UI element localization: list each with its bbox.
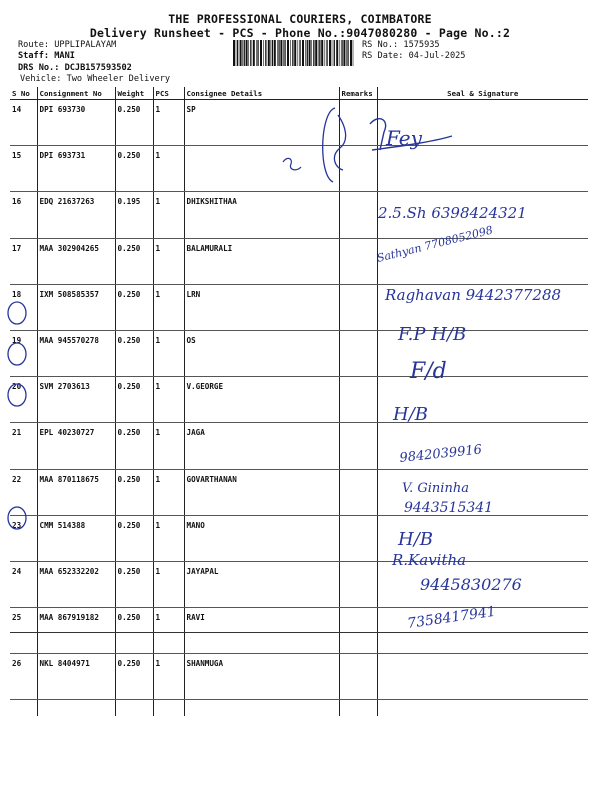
cell-consignee: LRN [184, 284, 339, 330]
barcode [232, 40, 356, 66]
cell-consignee: MANO [184, 515, 339, 561]
barcode-bar [319, 40, 320, 66]
cell-consignee: DHIKSHITHAA [184, 192, 339, 238]
cell-pcs: 1 [153, 469, 184, 515]
route-label: Route: UPPLIPALAYAM [18, 40, 117, 50]
col-header-pcs: PCS [153, 87, 184, 100]
barcode-bar [336, 40, 338, 66]
cell-consignment: MAA 302904265 [37, 238, 115, 284]
cell-consignment: MAA 652332202 [37, 561, 115, 607]
barcode-bar [341, 40, 342, 66]
barcode-bar [311, 40, 312, 66]
barcode-bar [353, 40, 354, 66]
cell-pcs: 1 [153, 515, 184, 561]
cell-sno: 16 [10, 192, 37, 238]
table-row [10, 469, 588, 515]
barcode-bar [242, 40, 243, 66]
filler-cell [339, 700, 377, 717]
barcode-bar [305, 40, 306, 66]
sign-25: R.Kavitha [392, 551, 467, 569]
cell-signature [377, 654, 588, 700]
barcode-bar [315, 40, 317, 66]
barcode-bar [290, 40, 291, 66]
cell-consignment: MAA 945570278 [37, 330, 115, 376]
cell-sno: 21 [10, 423, 37, 469]
cell-remarks [339, 330, 377, 376]
barcode-bar [248, 40, 249, 66]
barcode-bar [283, 40, 284, 66]
cell-consignment: MAA 867919182 [37, 608, 115, 654]
cell-pcs: 1 [153, 238, 184, 284]
cell-pcs: 1 [153, 192, 184, 238]
cell-consignee: BALAMURALI [184, 238, 339, 284]
cell-consignee: GOVARTHANAN [184, 469, 339, 515]
sign-25-phone: 9445830276 [420, 575, 522, 594]
barcode-bar [236, 40, 237, 66]
barcode-bar [284, 40, 285, 66]
drs-label: DRS No.: DCJB157593502 [18, 63, 132, 73]
barcode-bar [294, 40, 296, 66]
cell-consignee: OS [184, 330, 339, 376]
table-bottom-rule [10, 632, 588, 633]
cell-remarks [339, 192, 377, 238]
table-row [10, 330, 588, 376]
cell-sno: 18 [10, 284, 37, 330]
cell-weight: 0.250 [115, 515, 153, 561]
table-row [10, 192, 588, 238]
table-row [10, 654, 588, 700]
cell-sno: 25 [10, 608, 37, 654]
cell-consignment: NKL 8404971 [37, 654, 115, 700]
cell-sno: 17 [10, 238, 37, 284]
cell-consignment: EDQ 21637263 [37, 192, 115, 238]
barcode-bar [237, 40, 238, 66]
cell-pcs: 1 [153, 377, 184, 423]
sign-26: 7358417941 [406, 603, 497, 632]
cell-pcs: 1 [153, 654, 184, 700]
filler-cell [10, 700, 37, 717]
cell-remarks [339, 561, 377, 607]
sign-24: H/B [398, 529, 433, 550]
table-row [10, 146, 588, 192]
cell-remarks [339, 515, 377, 561]
cell-signature [377, 146, 588, 192]
cell-weight: 0.250 [115, 330, 153, 376]
cell-signature [377, 192, 588, 238]
cell-sno: 19 [10, 330, 37, 376]
cell-weight: 0.250 [115, 100, 153, 146]
cell-pcs: 1 [153, 423, 184, 469]
barcode-bar [313, 40, 314, 66]
barcode-bar [325, 40, 326, 66]
cell-weight: 0.195 [115, 192, 153, 238]
barcode-bar [299, 40, 300, 66]
cell-consignment: MAA 870118675 [37, 469, 115, 515]
barcode-bar [274, 40, 276, 66]
cell-weight: 0.250 [115, 608, 153, 654]
cell-pcs: 1 [153, 284, 184, 330]
cell-sno: 22 [10, 469, 37, 515]
table-row [10, 608, 588, 654]
barcode-bar [260, 40, 262, 66]
cell-weight: 0.250 [115, 423, 153, 469]
cell-consignment: CMM 514388 [37, 515, 115, 561]
barcode-bar [268, 40, 270, 66]
cell-remarks [339, 423, 377, 469]
barcode-bar [329, 40, 331, 66]
barcode-bar [340, 40, 341, 66]
cell-consignee [184, 146, 339, 192]
cell-weight: 0.250 [115, 561, 153, 607]
barcode-bar [246, 40, 248, 66]
barcode-bar [307, 40, 308, 66]
cell-weight: 0.250 [115, 469, 153, 515]
cell-remarks [339, 100, 377, 146]
barcode-bar [257, 40, 258, 66]
cell-consignment: EPL 40230727 [37, 423, 115, 469]
cell-weight: 0.250 [115, 146, 153, 192]
cell-consignment: DPI 693730 [37, 100, 115, 146]
table-row [10, 377, 588, 423]
sign-19: F.P H/B [398, 324, 467, 345]
filler-cell [37, 700, 115, 717]
cell-remarks [339, 469, 377, 515]
cell-signature [377, 561, 588, 607]
barcode-bar [292, 40, 293, 66]
cell-consignee: V.GEORGE [184, 377, 339, 423]
filler-cell [184, 700, 339, 717]
barcode-bar [244, 40, 245, 66]
barcode-bar [265, 40, 266, 66]
sign-17: Sathyan 7708052098 [375, 223, 495, 265]
cell-weight: 0.250 [115, 654, 153, 700]
barcode-bar [277, 40, 278, 66]
vehicle-label: Vehicle: Two Wheeler Delivery [20, 74, 171, 84]
cell-sno: 26 [10, 654, 37, 700]
cell-signature [377, 515, 588, 561]
filler-cell [153, 700, 184, 717]
cell-consignee: SP [184, 100, 339, 146]
col-header-signature: Seal & Signature [377, 87, 588, 100]
barcode-bar [253, 40, 255, 66]
barcode-bar [233, 40, 235, 66]
barcode-bar [272, 40, 273, 66]
filler-cell [377, 700, 588, 717]
cell-signature [377, 284, 588, 330]
barcode-bar [346, 40, 347, 66]
cell-sno: 20 [10, 377, 37, 423]
table-row [10, 284, 588, 330]
barcode-bar [326, 40, 327, 66]
cell-remarks [339, 654, 377, 700]
cell-consignee: JAGA [184, 423, 339, 469]
barcode-bar [271, 40, 272, 66]
col-header-sno: S No [10, 87, 37, 100]
barcode-bar [250, 40, 251, 66]
cell-weight: 0.250 [115, 377, 153, 423]
cell-signature [377, 423, 588, 469]
barcode-bar [287, 40, 289, 66]
runsheet-subtitle: Delivery Runsheet - PCS - Phone No.:9047080280 - Page No.:2 [89, 26, 511, 40]
cell-signature [377, 469, 588, 515]
cell-remarks [339, 377, 377, 423]
filler-cell [115, 700, 153, 717]
staff-label: Staff: MANI [18, 51, 75, 61]
sign-14: Fey [386, 126, 422, 150]
cell-signature [377, 330, 588, 376]
sign-23: V. Gininha [402, 481, 469, 496]
cell-remarks [339, 238, 377, 284]
barcode-bar [278, 40, 279, 66]
rs-date: RS Date: 04-Jul-2025 [362, 51, 466, 61]
barcode-bar [256, 40, 257, 66]
barcode-bar [332, 40, 333, 66]
runsheet-table [10, 87, 588, 716]
cell-sno: 23 [10, 515, 37, 561]
cell-pcs: 1 [153, 100, 184, 146]
barcode-bar [318, 40, 319, 66]
barcode-bar [334, 40, 335, 66]
barcode-bar [343, 40, 345, 66]
sign-20: F/d [410, 359, 447, 384]
col-header-consignment: Consignment No [37, 87, 115, 100]
barcode-bar [263, 40, 264, 66]
cell-remarks [339, 146, 377, 192]
table-row [10, 238, 588, 284]
sign-16: 2.5.Sh 6398424321 [378, 204, 527, 222]
cell-consignee: SHANMUGA [184, 654, 339, 700]
cell-pcs: 1 [153, 146, 184, 192]
cell-remarks [339, 284, 377, 330]
cell-signature [377, 238, 588, 284]
cell-signature [377, 100, 588, 146]
cell-consignment: IXM 508585357 [37, 284, 115, 330]
cell-pcs: 1 [153, 330, 184, 376]
barcode-bar [298, 40, 299, 66]
barcode-bar [350, 40, 352, 66]
cell-sno: 14 [10, 100, 37, 146]
cell-pcs: 1 [153, 608, 184, 654]
cell-consignment: SVM 2703613 [37, 377, 115, 423]
table-filler-row [10, 700, 588, 717]
table-row [10, 561, 588, 607]
barcode-bar [240, 40, 242, 66]
cell-signature [377, 608, 588, 654]
company-title: THE PROFESSIONAL COURIERS, COIMBATORE [168, 12, 432, 26]
table-header-row [10, 87, 588, 100]
barcode-bar [280, 40, 282, 66]
cell-signature [377, 377, 588, 423]
table-row [10, 100, 588, 146]
col-header-remarks: Remarks [339, 87, 377, 100]
cell-sno: 24 [10, 561, 37, 607]
sign-18: Raghavan 9442377288 [385, 286, 562, 304]
cell-remarks [339, 608, 377, 654]
sign-22: 9842039916 [398, 442, 483, 466]
barcode-bar [321, 40, 323, 66]
cell-pcs: 1 [153, 561, 184, 607]
sign-23-phone: 9443515341 [404, 500, 494, 516]
cell-sno: 15 [10, 146, 37, 192]
rs-number: RS No.: 1575935 [362, 40, 440, 50]
barcode-bar [309, 40, 311, 66]
table-row [10, 515, 588, 561]
table-row [10, 423, 588, 469]
col-header-weight: Weight [115, 87, 153, 100]
col-header-consignee: Consignee Details [184, 87, 339, 100]
cell-consignee: RAVI [184, 608, 339, 654]
cell-weight: 0.250 [115, 284, 153, 330]
barcode-bar [302, 40, 304, 66]
sign-21: H/B [393, 404, 428, 425]
cell-weight: 0.250 [115, 238, 153, 284]
cell-consignment: DPI 693731 [37, 146, 115, 192]
barcode-bar [347, 40, 348, 66]
cell-consignee: JAYAPAL [184, 561, 339, 607]
